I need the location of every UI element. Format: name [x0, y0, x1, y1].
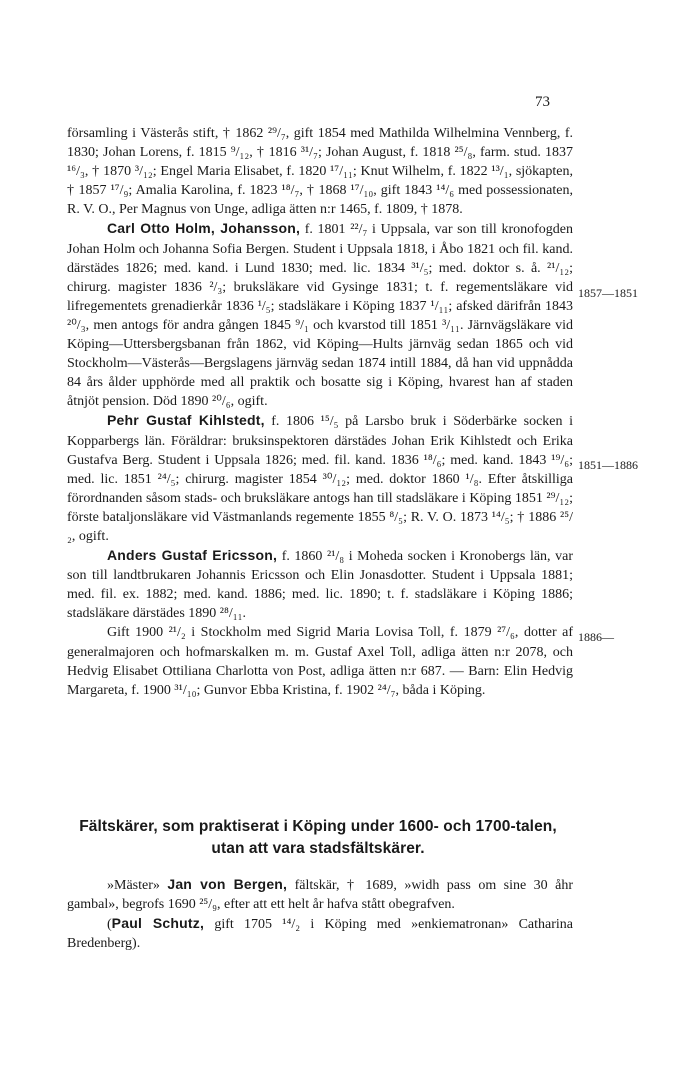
entry-name: Carl Otto Holm, Johansson,	[107, 220, 301, 237]
entry-text: gift 1705 ¹⁴/₂ i Köping med »enkiematronan» Catharina Bredenberg).	[67, 917, 573, 952]
entry-text: fältskär, † 1689, »widh pass om sine 30 åhr gambal», begrofs 1690 ²⁵/₉, efter att ett helt år hafva stått obegrafven.	[67, 878, 573, 913]
entry-name: Pehr Gustaf Kihlstedt,	[107, 412, 265, 429]
entry-name: Jan von Bergen,	[167, 876, 288, 892]
entry-ericsson	[67, 546, 573, 623]
entry-name: Anders Gustaf Ericsson,	[107, 547, 278, 564]
margin-years-ericsson: 1886—	[578, 630, 614, 644]
section-heading: Fältskärer, som praktiserat i Köping under 1600- och 1700-talen, utan att vara stadsfältskärer.	[79, 818, 557, 857]
entry-von-bergen	[67, 875, 573, 914]
margin-years-kihlstedt: 1851—1886	[578, 458, 638, 472]
page-number: 73	[535, 94, 550, 110]
margin-years-holm: 1857—1851	[578, 286, 638, 300]
main-text	[67, 124, 573, 700]
entry-text: f. 1801 ²²/₇ i Uppsala, var son till kronofogden Johan Holm och Johanna Sofia Bergen. Student i Uppsala 1818, i Åbo 1821 och fil. kand. därstädes 1826; med. kand. i Lund 1830; med. lic. 1834 ³¹/₅; med. doktor s. å. ²¹/₁₂; chirurg. magister 1836 ²/₃; bruksläkare vid Gysinge 1831; t. f. regementsläkare vid lifregementets grenadierkår 1836 ¹/₅; stadsläkare i Köping 1837 ¹/₁₁; afsked därifrån 1843 ²⁰/₃, men antogs för andra gången 1845 ⁹/₁ och kvarstod till 1851 ³/₁₁. Järnvägsläkare vid Köping—Uttersbergsbanan från 1862, vid Köping—Hults järnväg sedan 1865 och vid Stockholm—Västerås—Bergslagens järnväg sedan 1874 intill 1884, då han vid uppnådda 84 års ålder upphörde med all praktik och bosatte sig i Köping, hvarest han af staden åtnjöt pension. Död 1890 ²⁰/₆, ogift.	[67, 222, 574, 410]
entry-holm	[67, 219, 573, 411]
entry-prefix: »Mäster»	[107, 878, 168, 893]
intro-paragraph: församling i Västerås stift, † 1862 ²⁹/₇, gift 1854 med Mathilda Wilhelmina Vennberg, f. 1830; Johan Lorens, f. 1815 ⁹/₁₂, † 1816 ³¹/₇; Johan August, f. 1818 ²⁵/₈, farm. stud. 1837 ¹⁶/₃, † 1870 ³/₁₂; Engel Maria Elisabet, f. 1820 ¹⁷/₁₁; Knut Wilhelm, f. 1822 ¹³/₁, sjökapten, † 1857 ¹⁷/₉; Amalia Karolina, f. 1823 ¹⁸/₇, † 1868 ¹⁷/₁₀, gift 1843 ¹⁴/₆ med possessionaten, R. V. O., Per Magnus von Unge, adliga ätten n:r 1465, f. 1809, † 1878.	[67, 126, 573, 218]
entry-kihlstedt	[67, 411, 573, 546]
entry-text: f. 1860 ²¹/₈ i Moheda socken i Kronobergs län, var son till landtbrukaren Johannis Ericsson och Elin Jonasdotter. Student i Uppsala 1881; med. fil. ex. 1882; med. kand. 1886; med. lic. 1890; t. f. stadsläkare i Köping 1886; stadsläkare därstädes 1890 ²⁸/₁₁.	[67, 549, 573, 622]
entry-text: f. 1806 ¹⁵/₅ på Larsbo bruk i Söderbärke socken i Kopparbergs län. Föräldrar: bruksinspektoren därstädes Johan Erik Kihlstedt och Erika Gustafva Berg. Student i Uppsala 1826; med. fil. kand. 1836 ¹⁸/₆; med. kand. 1843 ¹⁹/₆; med. lic. 1851 ²⁴/₅; chirurg. magister 1854 ³⁰/₁₂; med. doktor 1860 ¹/₈. Efter åtskilliga förordnanden såsom stads- och bruksläkare antogs han till stadsläkare i Köping 1851 ²⁹/₁₂; förste bataljonsläkare vid Västmanlands regemente 1855 ⁸/₅; R. V. O. 1873 ¹⁴/₅; † 1886 ²⁵/₂, ogift.	[67, 414, 573, 544]
section-text	[67, 875, 573, 953]
entry-schutz	[67, 914, 573, 953]
entry-name: Paul Schutz,	[111, 915, 205, 932]
gift-paragraph: Gift 1900 ²¹/₂ i Stockholm med Sigrid Maria Lovisa Toll, f. 1879 ²⁷/₆, dotter af generalmajoren och hofmarskalken m. m. Gustaf Axel Toll, adliga ätten n:r 2078, och Hedvig Elisabet Ottiliana Charlotta von Post, adliga ätten n:r 687. — Barn: Elin Hedvig Margareta, f. 1900 ³¹/₁₀; Gunvor Ebba Kristina, f. 1902 ²⁴/₇, båda i Köping.	[67, 625, 573, 698]
entry-prefix: (	[107, 917, 112, 933]
